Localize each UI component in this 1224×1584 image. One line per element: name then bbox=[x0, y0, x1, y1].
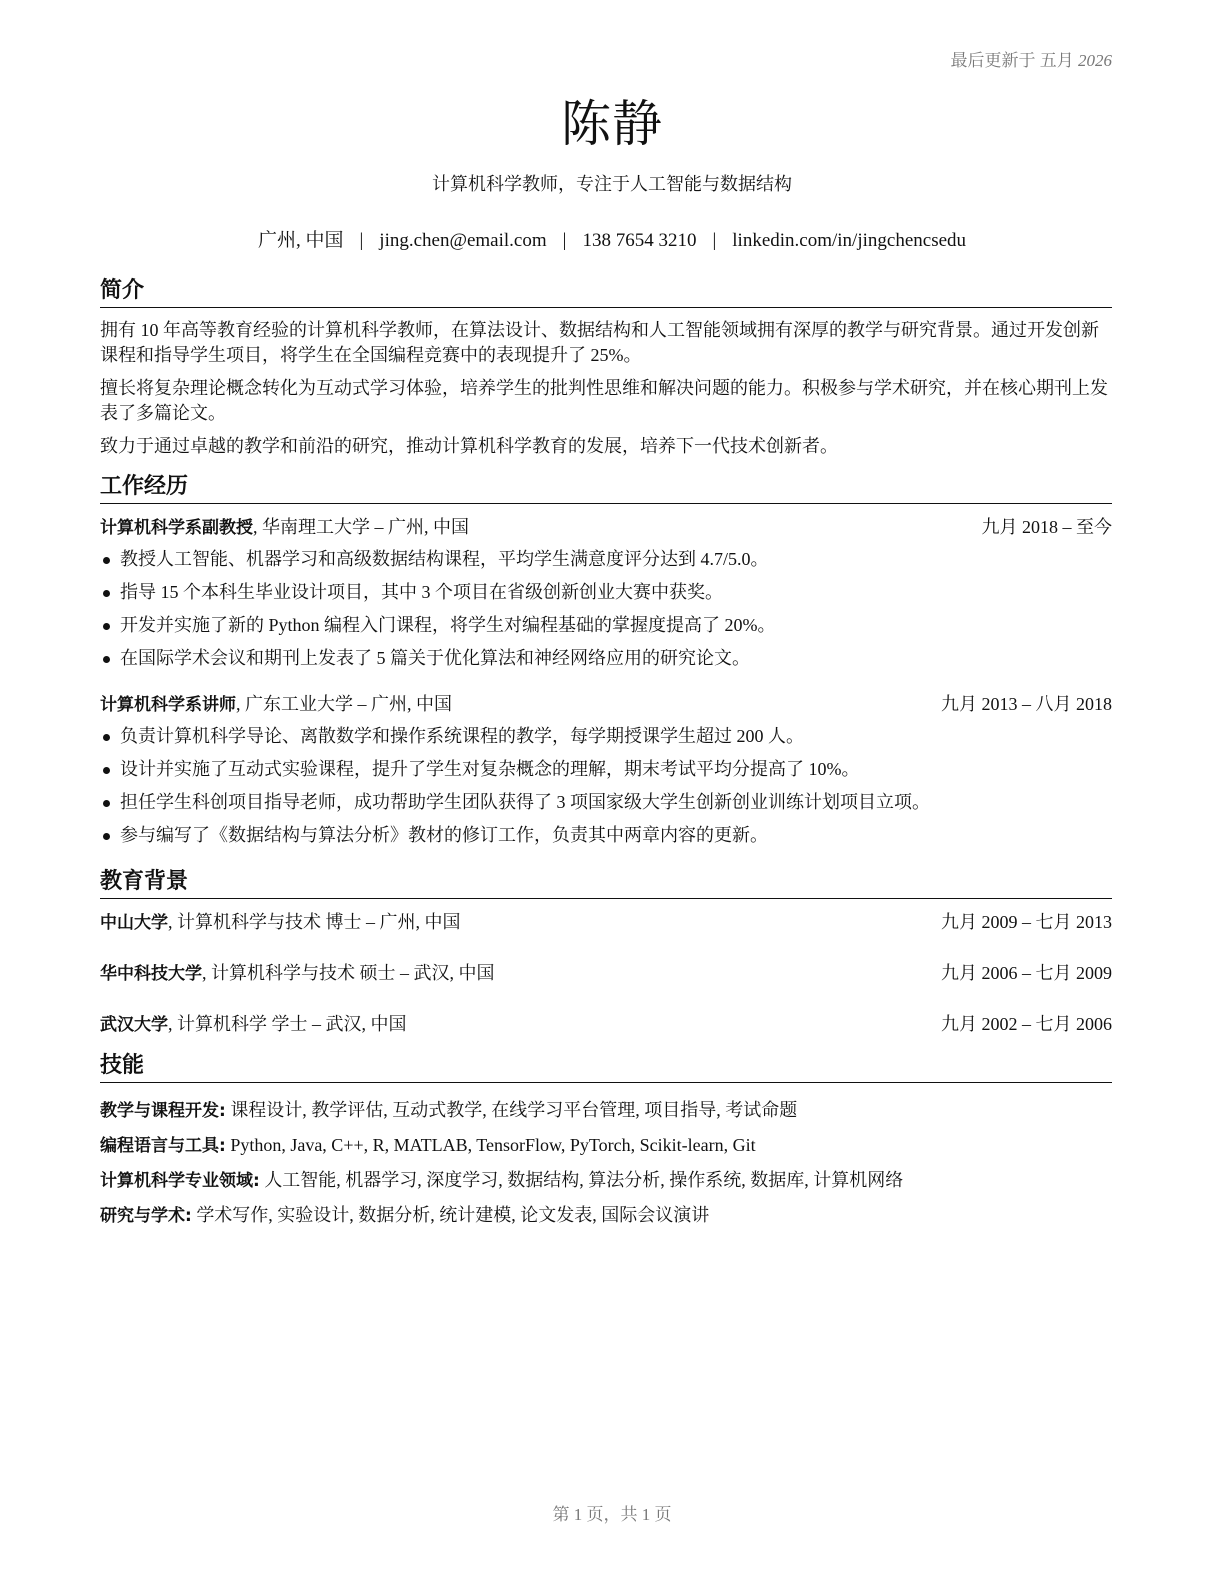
job-bullet: 教授人工智能、机器学习和高级数据结构课程，平均学生满意度评分达到 4.7/5.0。 bbox=[100, 543, 1112, 576]
section-title-skills: 技能 bbox=[100, 1052, 1112, 1083]
page-footer: 第 1 页，共 1 页 bbox=[552, 1505, 672, 1524]
tagline: 计算机科学教师，专注于人工智能与数据结构 bbox=[432, 174, 792, 194]
education-detail: , 计算机科学 学士 – 武汉, 中国 bbox=[168, 1014, 407, 1034]
skill-value: 课程设计, 教学评估, 互动式教学, 在线学习平台管理, 项目指导, 考试命题 bbox=[225, 1100, 798, 1120]
education-entry bbox=[100, 960, 1112, 987]
summary-paragraph: 致力于通过卓越的教学和前沿的研究，推动计算机科学教育的发展，培养下一代技术创新者。 bbox=[100, 436, 838, 456]
skill-label: 计算机科学专业领域: bbox=[100, 1171, 260, 1191]
section-title-experience: 工作经历 bbox=[100, 473, 1112, 504]
last-updated-label: 最后更新于 五月 bbox=[950, 51, 1074, 70]
summary-paragraph: 擅长将复杂理论概念转化为互动式学习体验，培养学生的批判性思维和解决问题的能力。积极参与学术研究，并在核心期刊上发表了多篇论文。 bbox=[100, 378, 1108, 423]
job-bullet: 指导 15 个本科生毕业设计项目，其中 3 个项目在省级创新创业大赛中获奖。 bbox=[100, 576, 1112, 609]
education-title-line bbox=[100, 960, 495, 987]
job-bullet: 负责计算机科学导论、离散数学和操作系统课程的教学，每学期授课学生超过 200 人。 bbox=[100, 720, 1112, 753]
job-bullet: 开发并实施了新的 Python 编程入门课程，将学生对编程基础的掌握度提高了 20%。 bbox=[100, 609, 1112, 642]
contact-linkedin[interactable]: linkedin.com/in/jingchencsedu bbox=[732, 230, 967, 251]
education-title-line bbox=[100, 1011, 407, 1038]
job-entry bbox=[100, 514, 1112, 675]
education-entry bbox=[100, 909, 1112, 936]
skill-value: Python, Java, C++, R, MATLAB, TensorFlow, PyTorch, Scikit-learn, Git bbox=[225, 1135, 756, 1155]
job-dates: 九月 2013 – 八月 2018 bbox=[941, 694, 1112, 714]
job-dates: 九月 2018 – 至今 bbox=[981, 517, 1112, 537]
skill-label: 研究与学术: bbox=[100, 1206, 192, 1226]
education-dates: 九月 2009 – 七月 2013 bbox=[941, 912, 1112, 932]
education-dates: 九月 2006 – 七月 2009 bbox=[941, 963, 1112, 983]
job-bullets bbox=[100, 720, 1112, 852]
education-entry bbox=[100, 1011, 1112, 1038]
education-title-line bbox=[100, 909, 461, 936]
job-header bbox=[100, 691, 1112, 718]
job-role: 计算机科学系讲师 bbox=[100, 695, 236, 715]
job-bullet: 在国际学术会议和期刊上发表了 5 篇关于优化算法和神经网络应用的研究论文。 bbox=[100, 642, 1112, 675]
skill-value: 人工智能, 机器学习, 深度学习, 数据结构, 算法分析, 操作系统, 数据库, 计算机网络 bbox=[259, 1170, 904, 1190]
summary-paragraph: 拥有 10 年高等教育经验的计算机科学教师，在算法设计、数据结构和人工智能领域拥有深厚的教学与研究背景。通过开发创新课程和指导学生项目，将学生在全国编程竞赛中的表现提升了 25%。 bbox=[100, 320, 1099, 365]
experience-section bbox=[100, 473, 1112, 852]
job-header bbox=[100, 514, 1112, 541]
contact-location: 广州, 中国 bbox=[257, 230, 344, 251]
job-bullets bbox=[100, 543, 1112, 675]
section-title-summary: 简介 bbox=[100, 277, 1112, 308]
skill-label: 教学与课程开发: bbox=[100, 1101, 226, 1121]
education-school: 武汉大学 bbox=[100, 1015, 168, 1035]
education-school: 中山大学 bbox=[100, 913, 168, 933]
education-detail: , 计算机科学与技术 博士 – 广州, 中国 bbox=[168, 912, 461, 932]
section-title-education: 教育背景 bbox=[100, 868, 1112, 899]
skill-value: 学术写作, 实验设计, 数据分析, 统计建模, 论文发表, 国际会议演讲 bbox=[191, 1205, 710, 1225]
education-dates: 九月 2002 – 七月 2006 bbox=[941, 1014, 1112, 1034]
summary-section bbox=[100, 277, 1112, 459]
person-name: 陈静 bbox=[561, 95, 663, 153]
contact-line bbox=[0, 225, 1224, 252]
contact-email[interactable]: jing.chen@email.com bbox=[379, 230, 547, 251]
skill-label: 编程语言与工具: bbox=[100, 1136, 226, 1156]
job-org: , 华南理工大学 – 广州, 中国 bbox=[253, 517, 469, 537]
job-role: 计算机科学系副教授 bbox=[100, 518, 253, 538]
contact-phone: 138 7654 3210 bbox=[582, 230, 697, 251]
skill-row bbox=[100, 1198, 1112, 1233]
last-updated bbox=[951, 46, 1113, 71]
education-school: 华中科技大学 bbox=[100, 964, 202, 984]
job-bullet: 参与编写了《数据结构与算法分析》教材的修订工作，负责其中两章内容的更新。 bbox=[100, 819, 1112, 852]
skill-row bbox=[100, 1093, 1112, 1128]
skill-row bbox=[100, 1128, 1112, 1163]
education-section bbox=[100, 868, 1112, 1038]
job-title-line bbox=[100, 514, 469, 541]
contact-separator: | bbox=[712, 230, 717, 251]
skill-row bbox=[100, 1163, 1112, 1198]
job-org: , 广东工业大学 – 广州, 中国 bbox=[236, 694, 452, 714]
contact-separator: | bbox=[562, 230, 567, 251]
last-updated-year: 2026 bbox=[1078, 51, 1112, 70]
resume-body bbox=[100, 277, 1112, 1233]
job-title-line bbox=[100, 691, 452, 718]
contact-separator: | bbox=[359, 230, 364, 251]
job-bullet: 设计并实施了互动式实验课程，提升了学生对复杂概念的理解，期末考试平均分提高了 10%。 bbox=[100, 753, 1112, 786]
job-bullet: 担任学生科创项目指导老师，成功帮助学生团队获得了 3 项国家级大学生创新创业训练计划项目立项。 bbox=[100, 786, 1112, 819]
skills-section bbox=[100, 1052, 1112, 1233]
education-detail: , 计算机科学与技术 硕士 – 武汉, 中国 bbox=[202, 963, 495, 983]
job-entry bbox=[100, 691, 1112, 852]
